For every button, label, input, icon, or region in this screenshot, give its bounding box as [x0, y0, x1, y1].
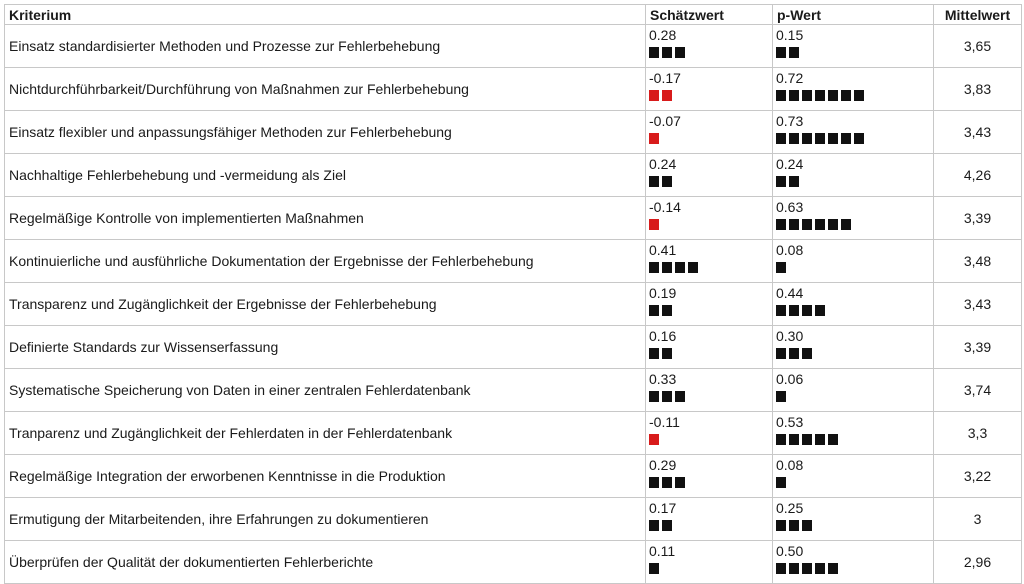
indicator-square [776, 520, 786, 531]
schaetzwert-squares [649, 219, 772, 231]
mittelwert-cell [934, 369, 1022, 412]
schaetzwert-value: 0.16 [649, 328, 677, 344]
header-row [5, 5, 1022, 25]
indicator-square [649, 305, 659, 316]
mittelwert-value: 3,74 [963, 382, 992, 398]
mittelwert-cell [934, 498, 1022, 541]
mittelwert-cell [934, 197, 1022, 240]
kriterium-text: Systematische Speicherung von Daten in einer zentralen Fehlerdatenbank [9, 382, 471, 398]
schaetzwert-cell [646, 498, 773, 541]
indicator-square [776, 133, 786, 144]
kriterium-cell [5, 197, 646, 240]
pwert-cell [773, 197, 934, 240]
pwert-cell [773, 25, 934, 68]
indicator-square [675, 477, 685, 488]
mittelwert-value: 3,39 [963, 339, 992, 355]
pwert-value: 0.15 [776, 27, 804, 43]
schaetzwert-squares [649, 176, 772, 188]
table-row [5, 283, 1022, 326]
indicator-square [675, 47, 685, 58]
pwert-value: 0.73 [776, 113, 804, 129]
indicator-square [649, 90, 659, 101]
schaetzwert-cell [646, 111, 773, 154]
pwert-value: 0.50 [776, 543, 804, 559]
kriterium-cell [5, 68, 646, 111]
indicator-square [776, 176, 786, 187]
mittelwert-value: 3,43 [963, 124, 992, 140]
indicator-square [649, 434, 659, 445]
schaetzwert-value: -0.14 [649, 199, 681, 215]
pwert-value: 0.44 [776, 285, 804, 301]
schaetzwert-squares [649, 47, 772, 59]
pwert-value: 0.08 [776, 457, 804, 473]
indicator-square [789, 348, 799, 359]
indicator-square [776, 305, 786, 316]
pwert-cell [773, 283, 934, 326]
schaetzwert-value: 0.19 [649, 285, 677, 301]
indicator-square [815, 434, 825, 445]
indicator-square [789, 434, 799, 445]
schaetzwert-cell [646, 197, 773, 240]
header-kriterium: Kriterium [5, 5, 646, 25]
indicator-square [776, 563, 786, 574]
kriterium-text: Tranparenz und Zugänglichkeit der Fehlerdaten in der Fehlerdatenbank [9, 425, 453, 441]
schaetzwert-squares [649, 90, 772, 102]
indicator-square [789, 90, 799, 101]
schaetzwert-cell [646, 369, 773, 412]
indicator-square [815, 219, 825, 230]
kriterium-text: Überprüfen der Qualität der dokumentierten Fehlerberichte [9, 554, 374, 570]
indicator-square [815, 563, 825, 574]
mittelwert-value: 3,48 [963, 253, 992, 269]
indicator-square [776, 47, 786, 58]
indicator-square [776, 391, 786, 402]
indicator-square [662, 176, 672, 187]
indicator-square [854, 133, 864, 144]
indicator-square [776, 90, 786, 101]
kriterium-text: Einsatz standardisierter Methoden und Prozesse zur Fehlerbehebung [9, 38, 441, 54]
indicator-square [802, 305, 812, 316]
schaetzwert-squares [649, 391, 772, 403]
indicator-square [789, 219, 799, 230]
pwert-squares [776, 563, 933, 575]
indicator-square [841, 219, 851, 230]
pwert-value: 0.63 [776, 199, 804, 215]
indicator-square [649, 348, 659, 359]
pwert-cell [773, 541, 934, 584]
indicator-square [649, 477, 659, 488]
indicator-square [802, 219, 812, 230]
schaetzwert-value: -0.11 [649, 414, 680, 430]
kriterium-text: Nichtdurchführbarkeit/Durchführung von Maßnahmen zur Fehlerbehebung [9, 81, 469, 97]
pwert-cell [773, 412, 934, 455]
pwert-value: 0.06 [776, 371, 804, 387]
schaetzwert-value: 0.29 [649, 457, 677, 473]
indicator-square [675, 391, 685, 402]
pwert-value: 0.53 [776, 414, 804, 430]
indicator-square [776, 477, 786, 488]
indicator-square [815, 90, 825, 101]
indicator-square [688, 262, 698, 273]
mittelwert-value: 3,3 [967, 425, 988, 441]
table-row [5, 154, 1022, 197]
schaetzwert-value: 0.11 [649, 543, 676, 559]
pwert-value: 0.30 [776, 328, 804, 344]
table-row [5, 498, 1022, 541]
schaetzwert-value: 0.28 [649, 27, 677, 43]
indicator-square [776, 434, 786, 445]
table-row [5, 197, 1022, 240]
indicator-square [828, 133, 838, 144]
mittelwert-value: 3 [973, 511, 982, 527]
mittelwert-value: 3,39 [963, 210, 992, 226]
indicator-square [649, 47, 659, 58]
pwert-squares [776, 90, 933, 102]
table-row [5, 68, 1022, 111]
kriterium-text: Einsatz flexibler und anpassungsfähiger Methoden zur Fehlerbehebung [9, 124, 452, 140]
pwert-squares [776, 434, 933, 446]
pwert-cell [773, 240, 934, 283]
schaetzwert-cell [646, 283, 773, 326]
kriterium-cell [5, 240, 646, 283]
indicator-square [662, 90, 672, 101]
schaetzwert-squares [649, 262, 772, 274]
schaetzwert-squares [649, 477, 772, 489]
pwert-cell [773, 68, 934, 111]
table-row [5, 25, 1022, 68]
mittelwert-value: 3,65 [963, 38, 992, 54]
indicator-square [802, 434, 812, 445]
mittelwert-cell [934, 455, 1022, 498]
indicator-square [662, 520, 672, 531]
indicator-square [802, 520, 812, 531]
table-row [5, 240, 1022, 283]
pwert-value: 0.25 [776, 500, 804, 516]
pwert-squares [776, 133, 933, 145]
header-schaetzwert: Schätzwert [646, 5, 773, 25]
mittelwert-value: 3,22 [963, 468, 992, 484]
indicator-square [789, 520, 799, 531]
schaetzwert-cell [646, 25, 773, 68]
schaetzwert-cell [646, 240, 773, 283]
pwert-cell [773, 154, 934, 197]
header-mittelwert: Mittelwert [934, 5, 1022, 25]
pwert-squares [776, 520, 933, 532]
schaetzwert-cell [646, 541, 773, 584]
kriterium-text: Definierte Standards zur Wissenserfassung [9, 339, 279, 355]
indicator-square [802, 133, 812, 144]
schaetzwert-squares [649, 133, 772, 145]
kriterium-cell [5, 541, 646, 584]
schaetzwert-value: 0.17 [649, 500, 677, 516]
schaetzwert-cell [646, 412, 773, 455]
mittelwert-cell [934, 326, 1022, 369]
mittelwert-cell [934, 283, 1022, 326]
kriterium-cell [5, 111, 646, 154]
schaetzwert-cell [646, 154, 773, 197]
indicator-square [789, 176, 799, 187]
pwert-squares [776, 391, 933, 403]
pwert-squares [776, 176, 933, 188]
indicator-square [828, 434, 838, 445]
pwert-squares [776, 47, 933, 59]
mittelwert-value: 2,96 [963, 554, 992, 570]
pwert-cell [773, 111, 934, 154]
indicator-square [662, 262, 672, 273]
results-table [4, 4, 1022, 584]
indicator-square [776, 348, 786, 359]
indicator-square [802, 563, 812, 574]
pwert-cell [773, 498, 934, 541]
pwert-cell [773, 455, 934, 498]
schaetzwert-squares [649, 434, 772, 446]
schaetzwert-squares [649, 348, 772, 360]
indicator-square [662, 391, 672, 402]
indicator-square [789, 133, 799, 144]
indicator-square [776, 219, 786, 230]
kriterium-cell [5, 498, 646, 541]
indicator-square [649, 176, 659, 187]
schaetzwert-value: 0.24 [649, 156, 677, 172]
pwert-squares [776, 348, 933, 360]
pwert-cell [773, 369, 934, 412]
indicator-square [841, 90, 851, 101]
indicator-square [828, 563, 838, 574]
pwert-cell [773, 326, 934, 369]
schaetzwert-squares [649, 563, 772, 575]
indicator-square [649, 391, 659, 402]
pwert-value: 0.08 [776, 242, 804, 258]
mittelwert-cell [934, 240, 1022, 283]
pwert-squares [776, 262, 933, 274]
indicator-square [815, 305, 825, 316]
schaetzwert-value: -0.07 [649, 113, 681, 129]
kriterium-cell [5, 283, 646, 326]
mittelwert-cell [934, 412, 1022, 455]
schaetzwert-value: -0.17 [649, 70, 681, 86]
schaetzwert-cell [646, 455, 773, 498]
kriterium-text: Regelmäßige Kontrolle von implementierten Maßnahmen [9, 210, 364, 226]
mittelwert-cell [934, 25, 1022, 68]
kriterium-cell [5, 154, 646, 197]
table-row [5, 326, 1022, 369]
indicator-square [675, 262, 685, 273]
kriterium-text: Ermutigung der Mitarbeitenden, ihre Erfahrungen zu dokumentieren [9, 511, 429, 527]
kriterium-cell [5, 369, 646, 412]
indicator-square [649, 262, 659, 273]
pwert-squares [776, 219, 933, 231]
indicator-square [802, 90, 812, 101]
kriterium-cell [5, 455, 646, 498]
indicator-square [802, 348, 812, 359]
mittelwert-cell [934, 154, 1022, 197]
schaetzwert-cell [646, 68, 773, 111]
pwert-squares [776, 477, 933, 489]
schaetzwert-value: 0.41 [649, 242, 677, 258]
header-pwert: p-Wert [773, 5, 934, 25]
kriterium-cell [5, 412, 646, 455]
mittelwert-cell [934, 111, 1022, 154]
kriterium-text: Regelmäßige Integration der erworbenen Kenntnisse in die Produktion [9, 468, 446, 484]
pwert-value: 0.72 [776, 70, 804, 86]
mittelwert-cell [934, 68, 1022, 111]
mittelwert-value: 3,83 [963, 81, 992, 97]
table-row [5, 541, 1022, 584]
indicator-square [649, 520, 659, 531]
kriterium-text: Nachhaltige Fehlerbehebung und -vermeidung als Ziel [9, 167, 346, 183]
indicator-square [789, 305, 799, 316]
schaetzwert-cell [646, 326, 773, 369]
table-row [5, 111, 1022, 154]
indicator-square [776, 262, 786, 273]
table-row [5, 412, 1022, 455]
table-row [5, 455, 1022, 498]
indicator-square [828, 90, 838, 101]
kriterium-text: Transparenz und Zugänglichkeit der Ergebnisse der Fehlerbehebung [9, 296, 437, 312]
indicator-square [662, 477, 672, 488]
indicator-square [662, 348, 672, 359]
indicator-square [649, 563, 659, 574]
indicator-square [789, 47, 799, 58]
pwert-squares [776, 305, 933, 317]
schaetzwert-squares [649, 305, 772, 317]
indicator-square [841, 133, 851, 144]
mittelwert-value: 4,26 [963, 167, 992, 183]
indicator-square [649, 133, 659, 144]
indicator-square [662, 47, 672, 58]
schaetzwert-squares [649, 520, 772, 532]
kriterium-text: Kontinuierliche und ausführliche Dokumentation der Ergebnisse der Fehlerbehebung [9, 253, 534, 269]
indicator-square [662, 305, 672, 316]
indicator-square [815, 133, 825, 144]
mittelwert-value: 3,43 [963, 296, 992, 312]
table-row [5, 369, 1022, 412]
kriterium-cell [5, 25, 646, 68]
mittelwert-cell [934, 541, 1022, 584]
indicator-square [854, 90, 864, 101]
kriterium-cell [5, 326, 646, 369]
pwert-value: 0.24 [776, 156, 804, 172]
schaetzwert-value: 0.33 [649, 371, 677, 387]
indicator-square [789, 563, 799, 574]
indicator-square [828, 219, 838, 230]
indicator-square [649, 219, 659, 230]
